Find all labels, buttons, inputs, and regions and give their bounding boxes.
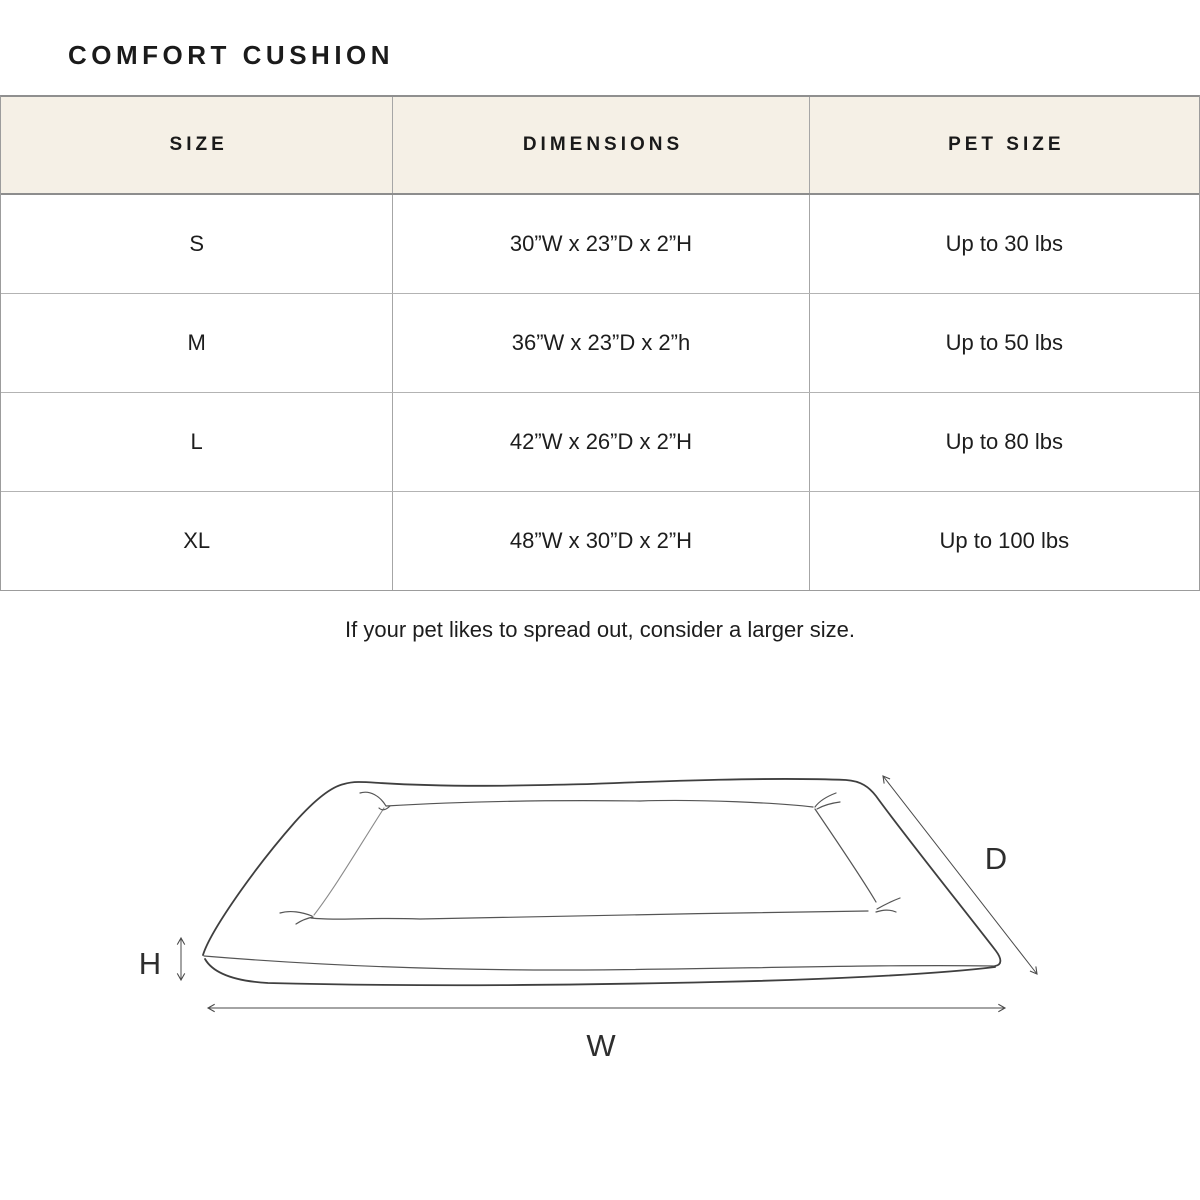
width-label: W [586,1028,616,1063]
pet-size-value: Up to 80 lbs [945,429,1064,454]
depth-arrow [883,776,1037,974]
column-header-pet-size: PET SIZE [948,134,1065,155]
table-row-xlarge [1,492,1199,590]
cushion-inner-left-edge [314,808,384,915]
size-value: S [1,195,393,293]
size-chart-table [0,95,1200,591]
size-value: L [1,393,393,491]
table-row-small [1,195,1199,294]
cushion-outer-outline [203,779,1000,966]
cushion-base-edge [205,959,995,985]
size-chart-header-row [1,97,1199,195]
cushion-inner-top-edge [386,800,813,807]
cushion-top-surface-bottom-edge [204,956,995,970]
depth-label: D [984,841,1008,876]
cushion-diagram [0,740,1200,1100]
pet-size-value: Up to 50 lbs [945,330,1064,355]
tuft-top-right [815,793,840,809]
cushion-inner-right-edge [815,809,876,902]
size-value: M [1,294,393,392]
dimensions-value: 36”W x 23”D x 2”h [393,294,809,392]
sizing-note: If your pet likes to spread out, consider a larger size. [345,617,855,642]
column-header-dimensions: DIMENSIONS [393,97,809,193]
dimensions-value: 48”W x 30”D x 2”H [393,492,809,590]
cushion-inner-bottom-edge [311,911,868,919]
column-header-size: SIZE [1,97,393,193]
pet-size-value: Up to 30 lbs [945,231,1064,256]
tuft-top-left [360,792,390,810]
pet-size-value: Up to 100 lbs [939,528,1070,553]
tuft-bottom-left [280,912,313,924]
dimensions-value: 42”W x 26”D x 2”H [393,393,809,491]
tuft-bottom-right [876,898,900,912]
table-row-large [1,393,1199,492]
product-title: COMFORT CUSHION [68,40,395,70]
table-row-medium [1,294,1199,393]
height-label: H [138,946,162,981]
size-value: XL [1,492,393,590]
dimensions-value: 30”W x 23”D x 2”H [393,195,809,293]
